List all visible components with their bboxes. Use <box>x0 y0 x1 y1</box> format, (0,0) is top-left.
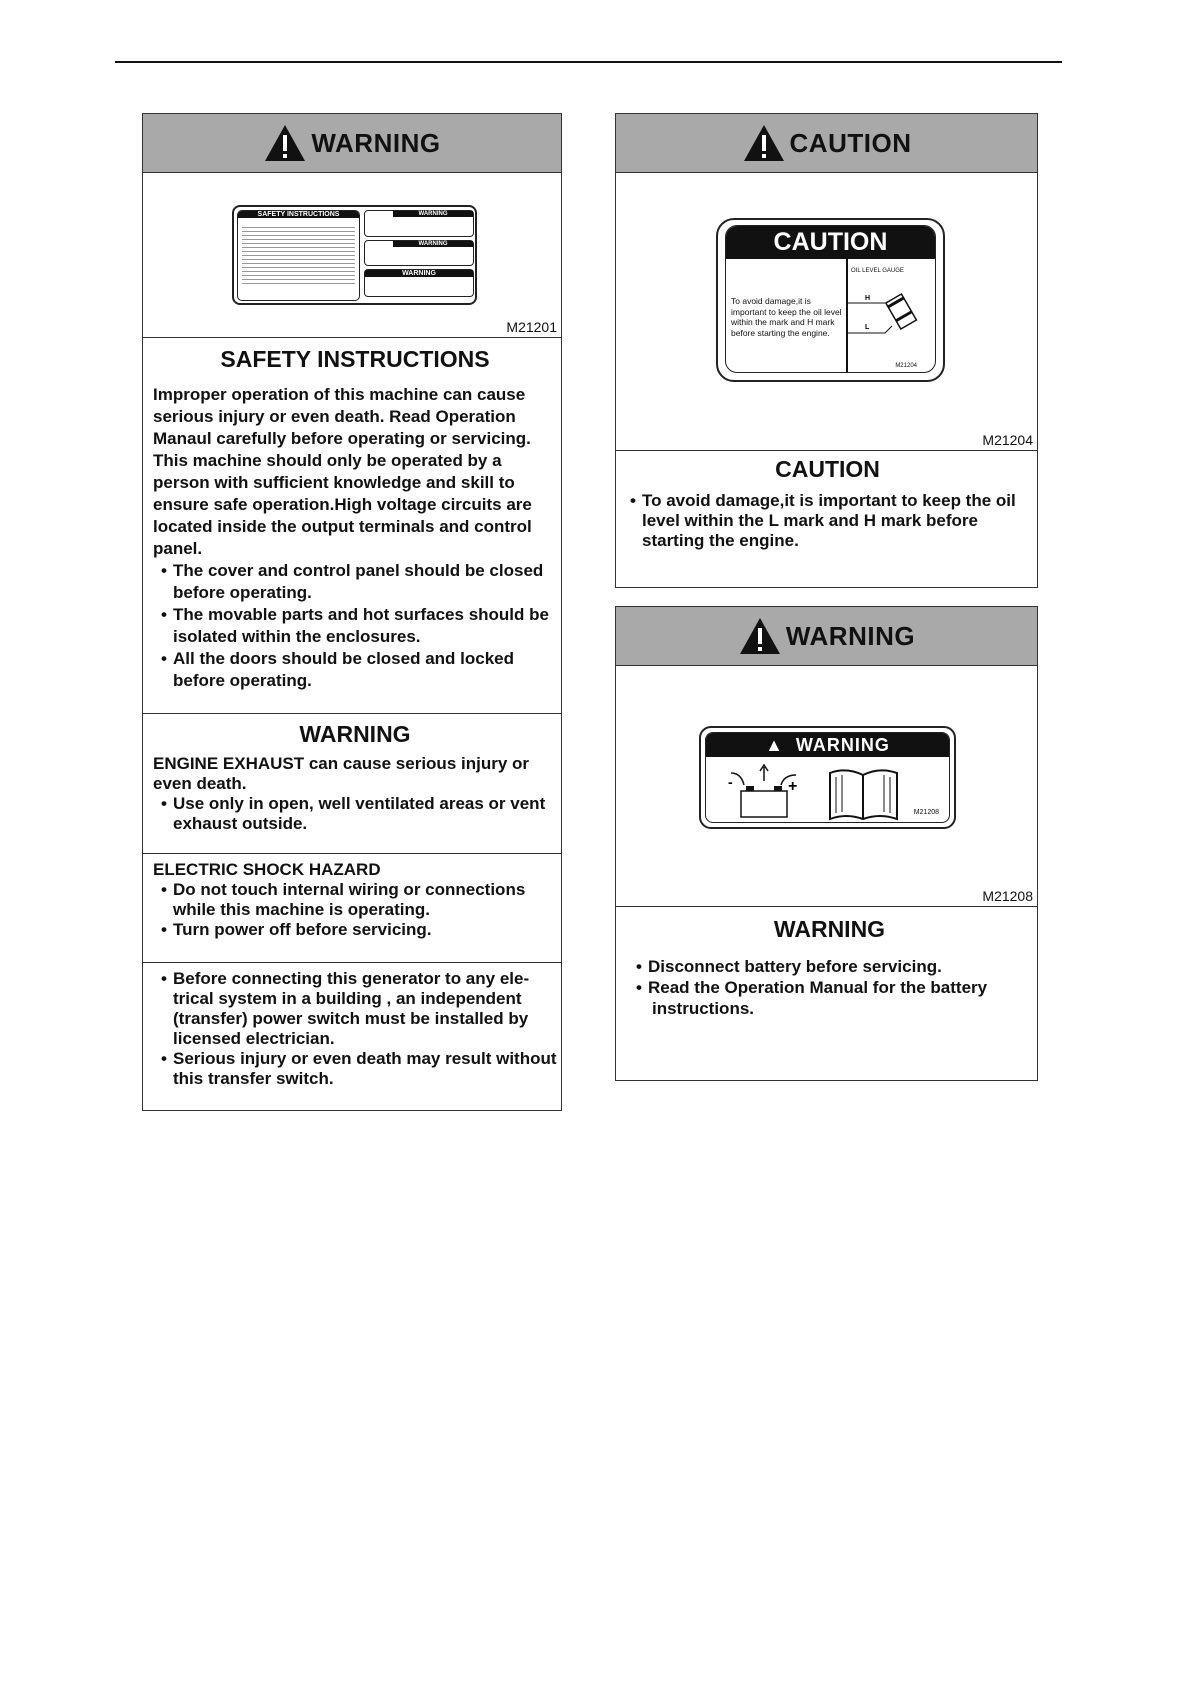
header-title: CAUTION <box>789 127 912 158</box>
label-text: To avoid damage,it is important to keep the oil level within the mark and H mark before starting the engine. <box>731 296 842 338</box>
bullet-item: • The cover and control panel should be closed before operating. <box>153 560 557 604</box>
section-title: WARNING <box>299 721 411 747</box>
label-image-area <box>616 666 1037 907</box>
caution-panel <box>615 113 1038 588</box>
section-body: Improper operation of this machine can cause serious injury or even death. Read Operation Manaul carefully before operating or servicing. This machine should only be operated by a person with sufficient knowledge and skill to ensure safe operation.High voltage circuits are located inside the output terminals and control panel. <box>153 385 532 558</box>
safety-instructions-section <box>143 338 561 714</box>
exhaust-section <box>143 714 561 854</box>
label-title: WARNING <box>795 735 890 755</box>
bullet-item: • The movable parts and hot surfaces should be isolated within the enclosures. <box>153 604 557 648</box>
header-rule <box>115 61 1062 63</box>
warning-triangle-icon <box>263 123 307 163</box>
section-title: SAFETY INSTRUCTIONS <box>220 346 490 372</box>
header-title: WARNING <box>785 620 916 651</box>
label-warning-1: WARNING <box>393 211 473 217</box>
image-code: M21201 <box>506 319 557 335</box>
bullet-item: • Serious injury or even death may result without this transfer switch. <box>153 1049 557 1089</box>
bullet-item: • To avoid damage,it is important to keep the oil level within the L mark and H mark before starting the engine. <box>622 491 1033 551</box>
safety-warning-panel <box>142 113 562 1111</box>
warning-triangle-icon <box>742 123 786 163</box>
svg-text:-: - <box>728 774 733 790</box>
label-triangle-icon: ▲ <box>765 735 796 755</box>
section-title: CAUTION <box>775 456 880 482</box>
caution-label-image <box>716 218 945 382</box>
bullet-item: • All the doors should be closed and locked before operating. <box>153 648 557 692</box>
section-title: WARNING <box>773 916 886 942</box>
label-code: M21208 <box>913 809 939 816</box>
bullet-item: • Do not touch internal wiring or connections while this machine is operating. <box>153 880 557 920</box>
panel-header <box>616 114 1037 173</box>
manual-book-icon <box>826 765 901 823</box>
section-body: ENGINE EXHAUST can cause serious injury or even death. <box>153 754 530 793</box>
battery-label-image <box>699 726 956 829</box>
caution-section <box>616 451 1037 559</box>
safety-label-image <box>232 205 477 305</box>
panel-header <box>143 114 561 173</box>
image-code: M21208 <box>982 888 1033 904</box>
label-image-area <box>616 173 1037 451</box>
panel-header <box>616 607 1037 666</box>
label-warning-3: WARNING <box>365 270 473 277</box>
battery-warning-section <box>616 907 1037 1027</box>
battery-icon <box>726 763 806 823</box>
header-title: WARNING <box>311 127 441 158</box>
battery-warning-panel <box>615 606 1038 1081</box>
svg-text:L: L <box>865 324 870 331</box>
image-code: M21204 <box>982 432 1033 448</box>
label-title: SAFETY INSTRUCTIONS <box>238 211 359 218</box>
gauge-label: OIL LEVEL GAUGE <box>851 268 904 274</box>
label-image-area <box>143 173 561 338</box>
transfer-switch-section <box>143 963 561 1097</box>
bullet-item: • Read the Operation Manual for the battery instructions. <box>626 977 1033 1019</box>
bullet-item: • Turn power off before servicing. <box>153 920 557 940</box>
bullet-item: • Before connecting this generator to any ele-trical system in a building , an independent (transfer) power switch must be installed by licensed electrician. <box>153 969 557 1049</box>
svg-text:H: H <box>865 295 871 302</box>
bullet-item: • Use only in open, well ventilated areas or vent exhaust outside. <box>153 794 557 834</box>
warning-triangle-icon <box>738 616 782 656</box>
label-title: CAUTION <box>726 226 935 259</box>
label-code: M21204 <box>895 363 917 369</box>
section-title: ELECTRIC SHOCK HAZARD <box>153 860 381 879</box>
electric-shock-section <box>143 854 561 963</box>
oil-gauge-icon <box>847 281 936 341</box>
bullet-item: • Disconnect battery before servicing. <box>626 956 1033 977</box>
svg-text:+: + <box>788 778 798 795</box>
label-warning-2: WARNING <box>393 241 473 247</box>
